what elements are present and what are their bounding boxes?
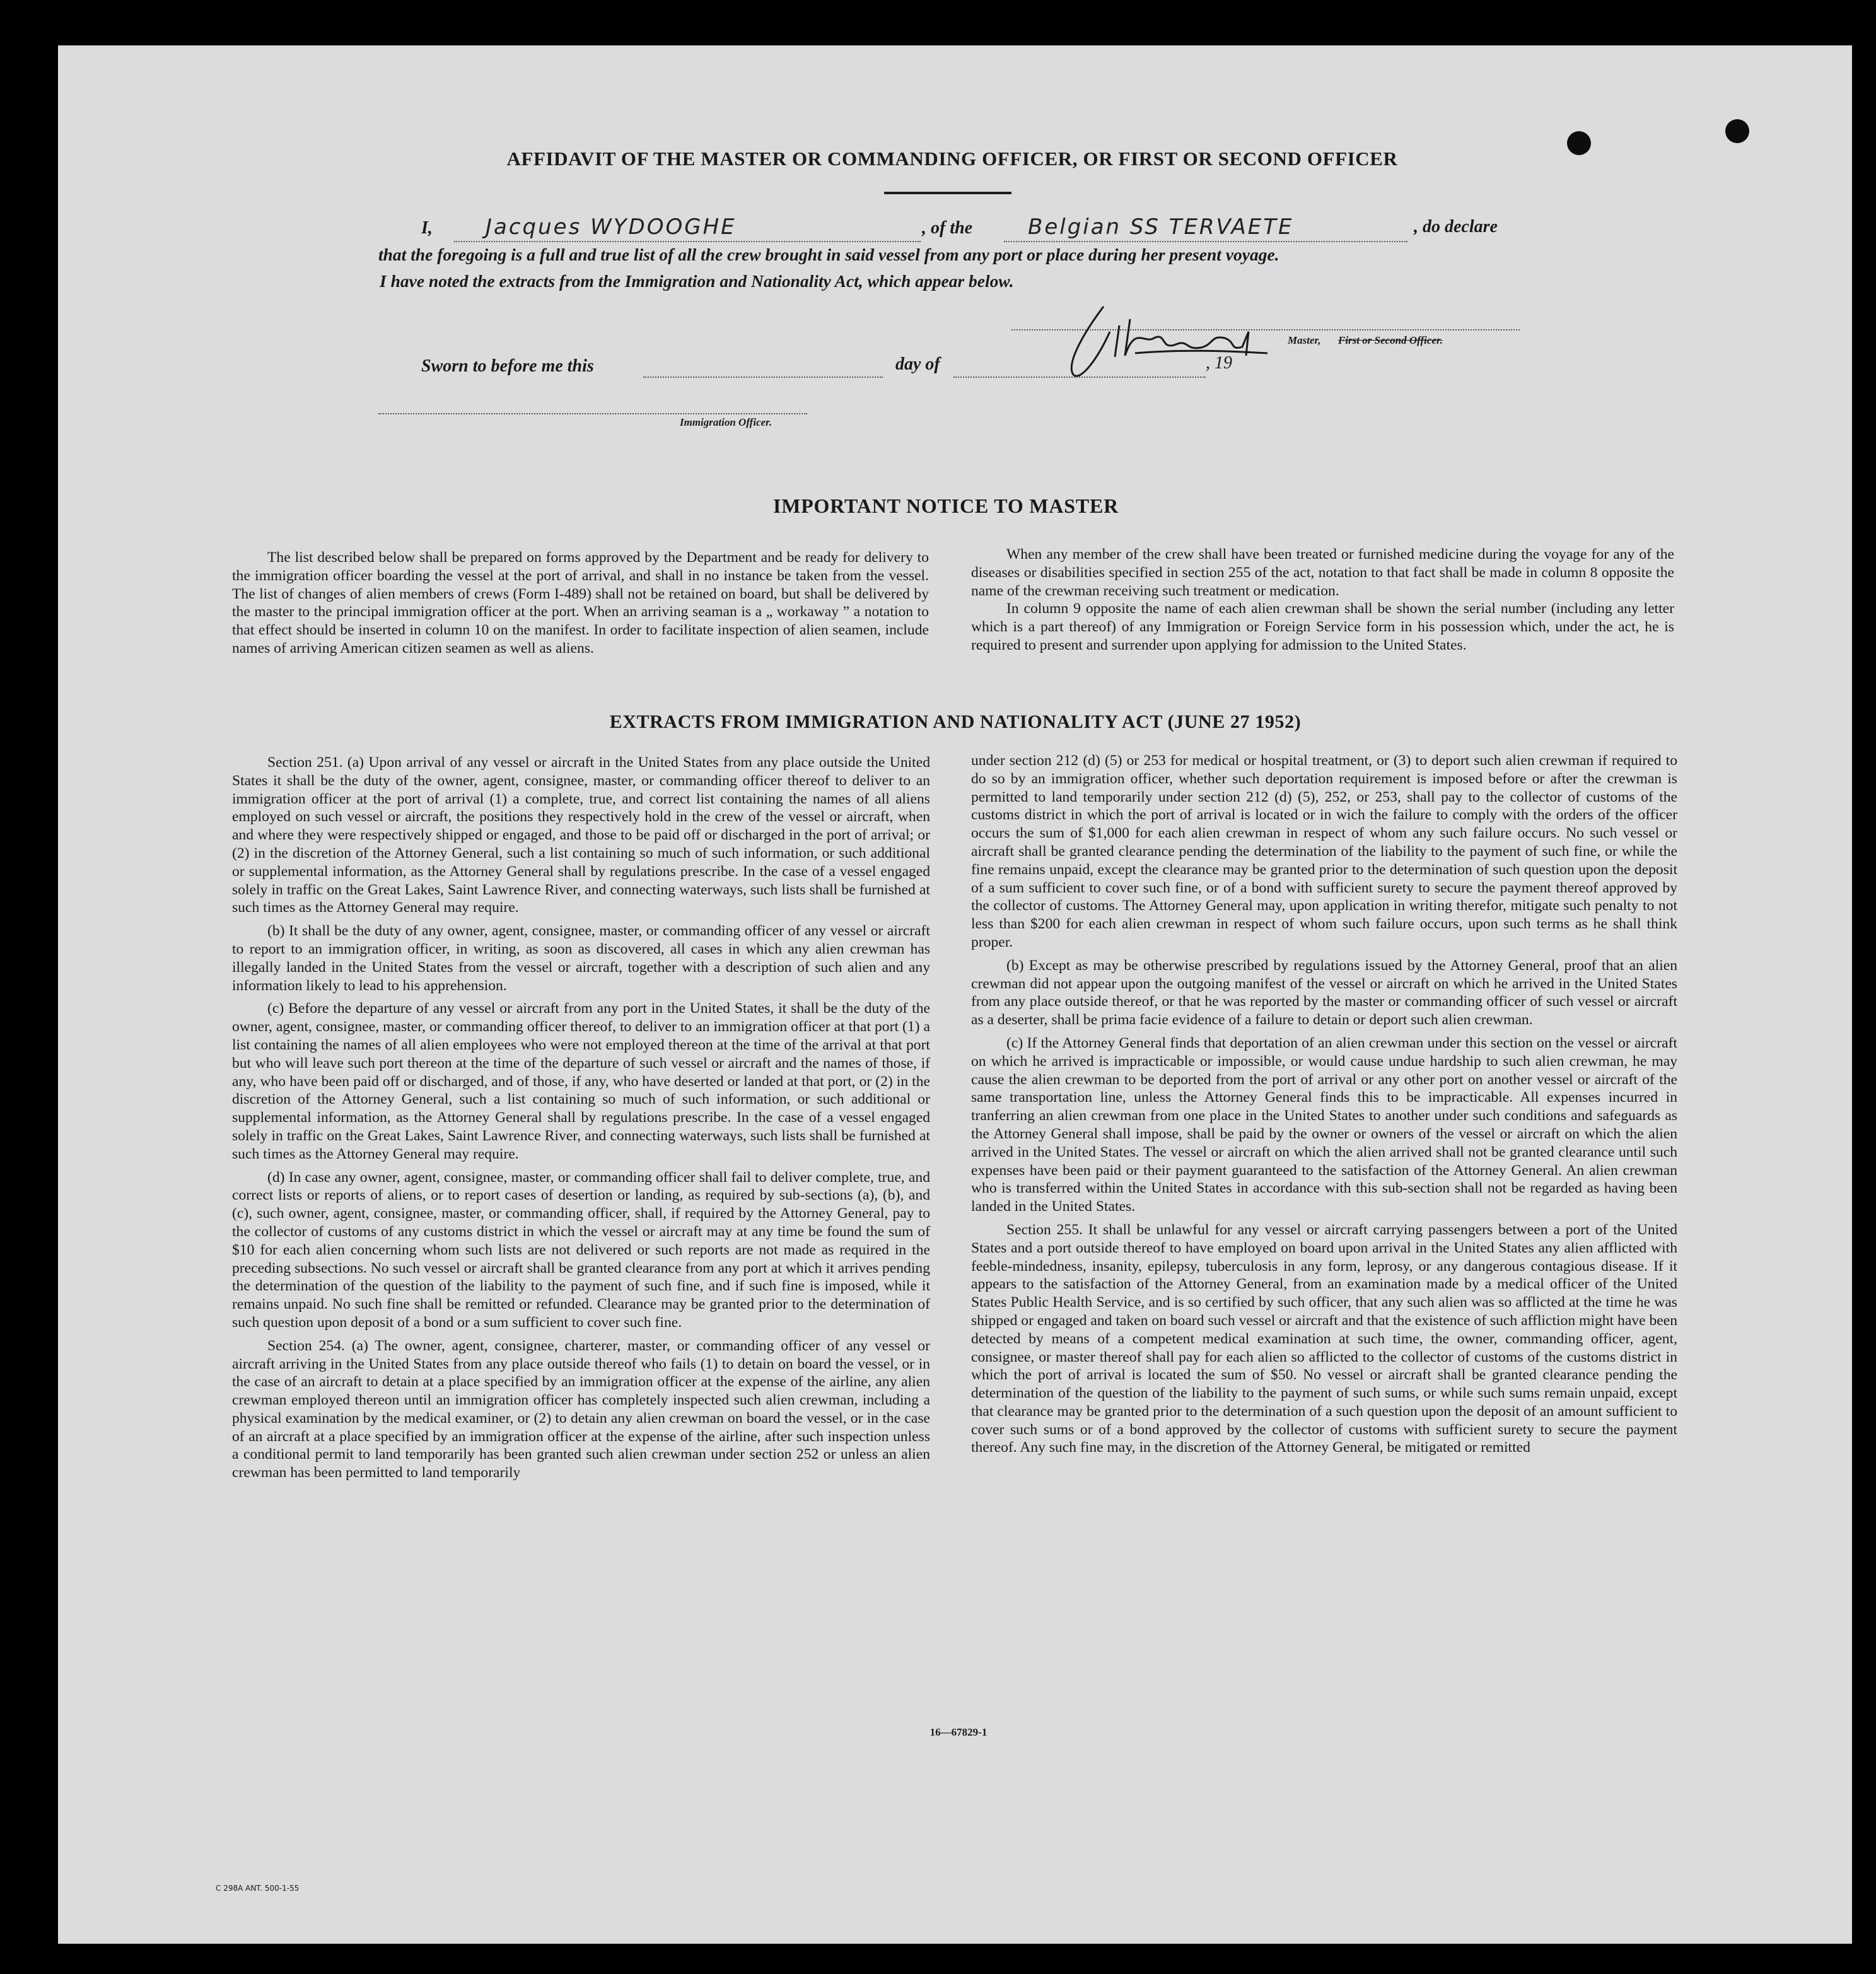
signature-image <box>1059 288 1286 382</box>
vessel-blank <box>1004 241 1407 242</box>
vessel-name-handwritten: Belgian SS TERVAETE <box>1028 214 1294 240</box>
notice-title: IMPORTANT NOTICE TO MASTER <box>772 494 1119 517</box>
day-of-label: day of <box>895 354 940 374</box>
first-second-officer-struck: First or Second Officer. <box>1338 334 1443 346</box>
punch-hole <box>1567 131 1591 155</box>
punch-hole <box>1725 119 1749 143</box>
extracts-title: EXTRACTS FROM IMMIGRATION AND NATIONALITY ACT (JUNE 27 1952) <box>609 711 1302 732</box>
section-254-b: (b) Except as may be otherwise prescribed by regulations issued by the Attorney General, proof that an alien crewman did not appear upon the outgoing manifest of the vessel or aircraft on which he arrived in the United States from any place outside thereof, or that he was reported by the master or commanding officer of such vessel or aircraft as a deserter, shall be prima facie evidence of a failure to detain or deport such alien crewman. <box>971 957 1677 1029</box>
master-name-handwritten: Jacques WYDOOGHE <box>486 214 737 240</box>
section-254-a-continued: under section 212 (d) (5) or 253 for medical or hospital treatment, or (3) to deport such alien crewman if required to do so by an immigration officer, whether such deportation requirement is imposed before or after the crewman is permitted to land temporarily under section 212 (d) (5), 252, or 253, shall pay to the collector of customs of the customs district in which the port of arrival is located or in wich the failure to comply with the orders of the officer occurs the sum of $1,000 for each alien crewman in respect of whom any such failure occurs. No such vessel or aircraft shall be granted clearance pending the determination of the liability to the payment of such fine, or while the fine remains unpaid, except the clearance may be granted prior to the determination of such question upon the deposit of a sum sufficient to cover such fine, or of a bond with sufficient surety to secure the payment thereof approved by the collector of customs. The Attorney General may, upon application in writing therefor, mitigate such penalty to not less than $200 for each alien crewman in respect of whom such failure occurs, upon such terms as he shall think proper. <box>971 752 1677 950</box>
declare-label: , do declare <box>1414 217 1498 237</box>
notice-left-paragraph: The list described below shall be prepared on forms approved by the Department and be ready for delivery to the immigration officer boarding the vessel at the port of arrival, and shall in no instance be taken from the vessel. The list of changes of alien members of crews (Form I-489) shall not be retained on board, but shall be delivered by the master to the principal immigration officer at the port. When an arriving seaman is a „ workaway ” a notation to that effect should be inserted in column 10 on the manifest. In order to facilitate inspection of alien seamen, include names of arriving American citizen seamen as well as aliens. <box>232 549 929 657</box>
of-the-label: , of the <box>922 218 973 238</box>
section-254-a: Section 254. (a) The owner, agent, consignee, charterer, master, or commanding officer of any vessel or aircraft arriving in the United States from any place outside thereof who fails (1) to detain on board the vessel, or in the case of an aircraft to detain at a place specified by an immigration officer at the expense of the airline, any alien crewman employed thereon until an immigration officer has completely inspected such alien crewman, including a physical examination by the medical examiner, or (2) to detain any alien crewman on board the vessel, or in the case of an aircraft at a place specified by an immigration officer at the expense of the airline, after such inspection unless a conditional permit to land temporarily has been granted such alien crewman under section 252 or unless an alien crewman has been permitted to land temporarily <box>232 1337 930 1481</box>
affidavit-line-2: that the foregoing is a full and true list of all the crew brought in said vessel from any port or place during her present voyage. <box>378 245 1279 264</box>
form-number: 16—67829-1 <box>929 1726 988 1738</box>
extracts-right-column <box>971 752 1677 1462</box>
affidavit-title: AFFIDAVIT OF THE MASTER OR COMMANDING OFFICER, OR FIRST OR SECOND OFFICER <box>506 148 1398 170</box>
section-251-b: (b) It shall be the duty of any owner, agent, consignee, master, or commanding officer of any vessel or aircraft to report to an immigration officer, in writing, as soon as discovered, all cases in which any alien crewman has illegally landed in the United States from the vessel or aircraft, together with a description of such alien and any information likely to lead to his apprehension. <box>232 923 930 994</box>
affidavit-line-3: I have noted the extracts from the Immigration and Nationality Act, which appear below. <box>380 271 1014 291</box>
name-blank <box>454 241 921 242</box>
section-251-a: Section 251. (a) Upon arrival of any vessel or aircraft in the United States from any place outside the United States it shall be the duty of the owner, agent, consignee, master, or commanding officer thereof to deliver to an immigration officer at the port of arrival (1) a complete, true, and correct list containing the names of all aliens employed on such vessel or aircraft, the positions they respectively hold in the crew of the vessel or aircraft, when and where they were respectively shipped or engaged, and those to be paid off or discharged in the port of arrival; or (2) in the discretion of the Attorney General, such a list containing so much of such information, or such additional or supplemental information, as the Attorney General shall by regulations prescribe. In the case of a vessel engaged solely in traffic on the Great Lakes, Saint Lawrence River, and connecting waterways, such lists shall be furnished at such times as the Attorney General may require. <box>232 754 930 916</box>
sworn-month-blank <box>953 377 1206 378</box>
notice-right-paragraph: When any member of the crew shall have been treated or furnished medicine during the voyage for any of the diseases or disabilities specified in section 255 of the act, notation to that fact shall be made in column 8 opposite the name of the crewman receiving such treatment or medication. <box>971 546 1674 599</box>
section-255: Section 255. It shall be unlawful for any vessel or aircraft carrying passengers between a port of the United States and a port outside thereof to have employed on board upon arrival in the United States any alien afflicted with feeble-mindedness, insanity, epilepsy, tuberculosis in any form, leprosy, or any dangerous contagious disease. If it appears to the satisfaction of the Attorney General, from an examination made by a medical officer of the United States Public Health Service, and is so certified by such officer, that any such alien was so afflicted at the time he was shipped or engaged and taken on board such vessel or aircraft and that the existence of such affliction might have been detected by means of a competent medical examination at such time, the owner, commanding officer, agent, consignee, or master thereof shall pay for each alien so afflicted to the collector of customs of the customs district in which the port of arrival is located the sum of $50. No vessel or aircraft shall be granted clearance pending the determination of the question of the liability to the payment of such sums, or while such sums remain unpaid, except that clearance may be granted prior to the determination of a such question upon the deposit of an amount sufficient to cover such sums or of a bond approved by the collector of customs with sufficient surety to secure the payment thereof. Any such fine may, in the discretion of the Attorney General, be mitigated or remitted <box>971 1221 1677 1456</box>
title-rule <box>884 192 1011 194</box>
year-label: , 19 <box>1206 353 1232 373</box>
section-251-d: (d) In case any owner, agent, consignee, master, or commanding officer shall fail to deliver complete, true, and correct lists or reports of aliens, or to report cases of desertion or landing, as required by sub-sections (a), (b), and (c), such owner, agent, consignee, master, or commanding officer, shall, if required by the Attorney General, pay to the collector of customs of any customs district in which the vessel or aircraft may at any time be found the sum of $10 for each alien concerning whom such lists are not delivered or such reports are not made as required in the preceding subsections. No such vessel or aircraft shall be granted clearance from any port at which it arrives pending the determination of the question of the liability to the payment of such fine, and if such fine is imposed, while it remains unpaid. No such fine shall be remitted or refunded. Clearance may be granted prior to the determination of such question upon deposit of a bond or a sum sufficient to cover such fine. <box>232 1169 930 1331</box>
extracts-left-column <box>232 754 930 1487</box>
officer-signature-line <box>378 413 807 414</box>
corner-code: C 298A ANT. 500-1-55 <box>216 1884 300 1893</box>
sworn-label: Sworn to before me this <box>421 356 594 376</box>
master-label: Master, <box>1288 334 1321 346</box>
section-254-c: (c) If the Attorney General finds that deportation of an alien crewman under this section on the vessel or aircraft on which he arrived is impracticable or impossible, or would cause undue hardship to such alien crewman, he may cause the alien crewman to be deported from the port of arrival or any other port on another vessel or aircraft of the same transportation line, unless the Attorney General finds this to be impracticable. All expenses incurred in tranferring an alien crewman from one place in the United States to another under such conditions and safeguards as the Attorney General shall impose, shall be paid by the owner or owners of the vessel or aircraft on which the alien arrived in the United States. The vessel or aircraft on which the alien arrived shall not be granted clearance until such expenses have been paid or their payment guaranteed to the satisfaction of the Attorney General. An alien crewman who is transferred within the United States in accordance with this sub-section shall not be regarded as having been landed in the United States. <box>971 1034 1677 1215</box>
sworn-day-blank <box>643 377 883 378</box>
notice-right-paragraph: In column 9 opposite the name of each alien crewman shall be shown the serial number (including any letter which is a part thereof) of any Immigration or Foreign Service form in his possession which, under the act, he is required to present and surrender upon applying for admission to the United States. <box>971 600 1674 653</box>
notice-left-column <box>232 549 929 658</box>
immigration-officer-label: Immigration Officer. <box>680 416 772 428</box>
i-label: I, <box>421 218 433 238</box>
notice-right-column <box>971 546 1674 655</box>
section-251-c: (c) Before the departure of any vessel or aircraft from any port in the United States, it shall be the duty of the owner, agent, consignee, master, or commanding officer thereof, to deliver to an immigration officer at that port (1) a list containing the names of all alien employees who were not employed thereon at the time of the arrival at that port but who will leave such port thereon at the time of the departure of such vessel or aircraft and the names of those, if any, who have been paid off or discharged, and of those, if any, who have deserted or landed at that port, or (2) in the discretion of the Attorney General, such a list containing so much of such information, or such additional or supplemental information, as the Attorney General shall by regulations prescribe. In the case of a vessel engaged solely in traffic on the Great Lakes, Saint Lawrence River, and connecting waterways, such lists shall be furnished at such times as the Attorney General may require. <box>232 1000 930 1162</box>
